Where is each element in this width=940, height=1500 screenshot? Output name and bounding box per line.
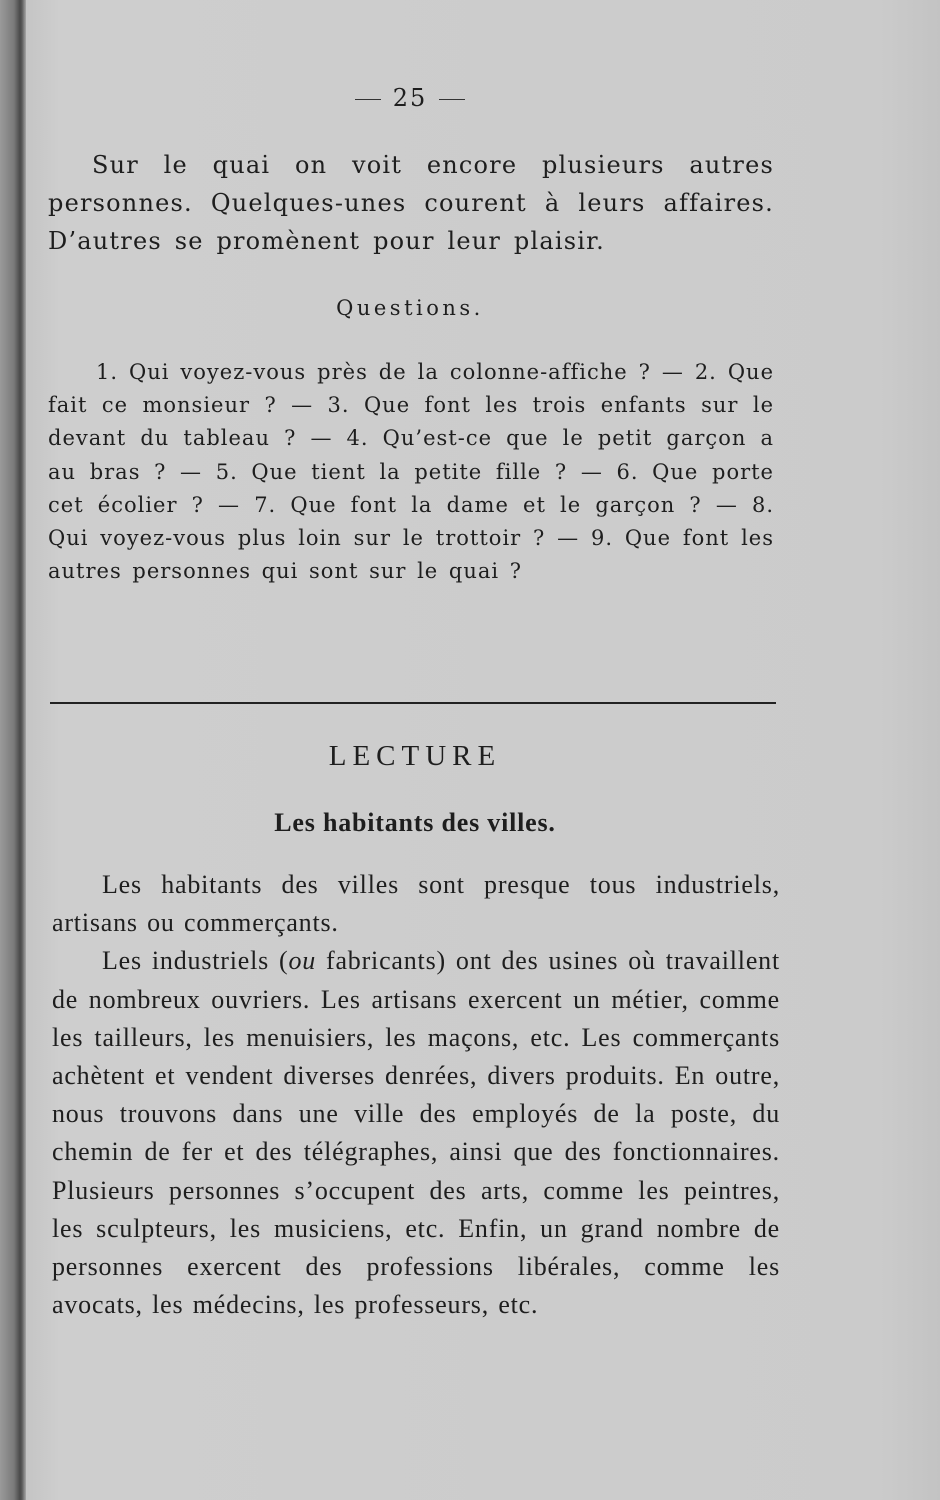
intro-paragraph: Sur le quai on voit encore plusieurs autres personnes. Quelques-unes courent à leurs affaires. D’autres se promènent pour leur plaisir. bbox=[48, 151, 774, 255]
lecture-paragraph-2-italic: ou bbox=[288, 946, 317, 976]
lecture-body bbox=[52, 866, 780, 1324]
page-number-value: 25 bbox=[392, 84, 428, 112]
lecture-paragraph-1: Les habitants des villes sont presque tous industriels, artisans ou commerçants. bbox=[52, 870, 780, 938]
intro-paragraph-block bbox=[48, 146, 774, 260]
lecture-paragraph-2 bbox=[52, 942, 780, 1324]
page-number-left-dash bbox=[355, 99, 381, 100]
page-number bbox=[0, 84, 820, 112]
lecture-paragraph-2-start: Les industriels ( bbox=[102, 946, 289, 976]
questions-block bbox=[48, 356, 774, 588]
section-divider bbox=[50, 702, 776, 704]
lecture-subtitle: Les habitants des villes. bbox=[274, 808, 556, 837]
page-number-right-dash bbox=[439, 99, 465, 100]
lecture-heading: LECTURE bbox=[328, 740, 502, 772]
lecture-paragraph-2-rest: fabricants) ont des usines où travaillent de nombreux ouvriers. Les artisans exercent un métier, comme les tailleurs, les menuisiers, les maçons, etc. Les commerçants achètent et vendent diverses denrées, divers produits. En outre, nous trouvons dans une ville des employés de la poste, du chemin de fer et des télégraphes, ainsi que des fonctionnaires. Plusieurs personnes s’occupent des arts, comme les peintres, les sculpteurs, les musiciens, etc. Enfin, un grand nombre de personnes exercent des professions libérales, comme les avocats, les médecins, les professeurs, etc. bbox=[52, 946, 780, 1320]
questions-title: Questions. bbox=[336, 296, 484, 320]
questions-text: 1. Qui voyez-vous près de la colonne-affiche ? — 2. Que fait ce monsieur ? — 3. Que font les trois enfants sur le devant du tableau ? — 4. Qu’est-ce que le petit garçon a au bras ? — 5. Que tient la petite fille ? — 6. Que porte cet écolier ? — 7. Que font la dame et le garçon ? — 8. Qui voyez-vous plus loin sur le trottoir ? — 9. Que font les autres personnes qui sont sur le quai ? bbox=[48, 360, 774, 584]
